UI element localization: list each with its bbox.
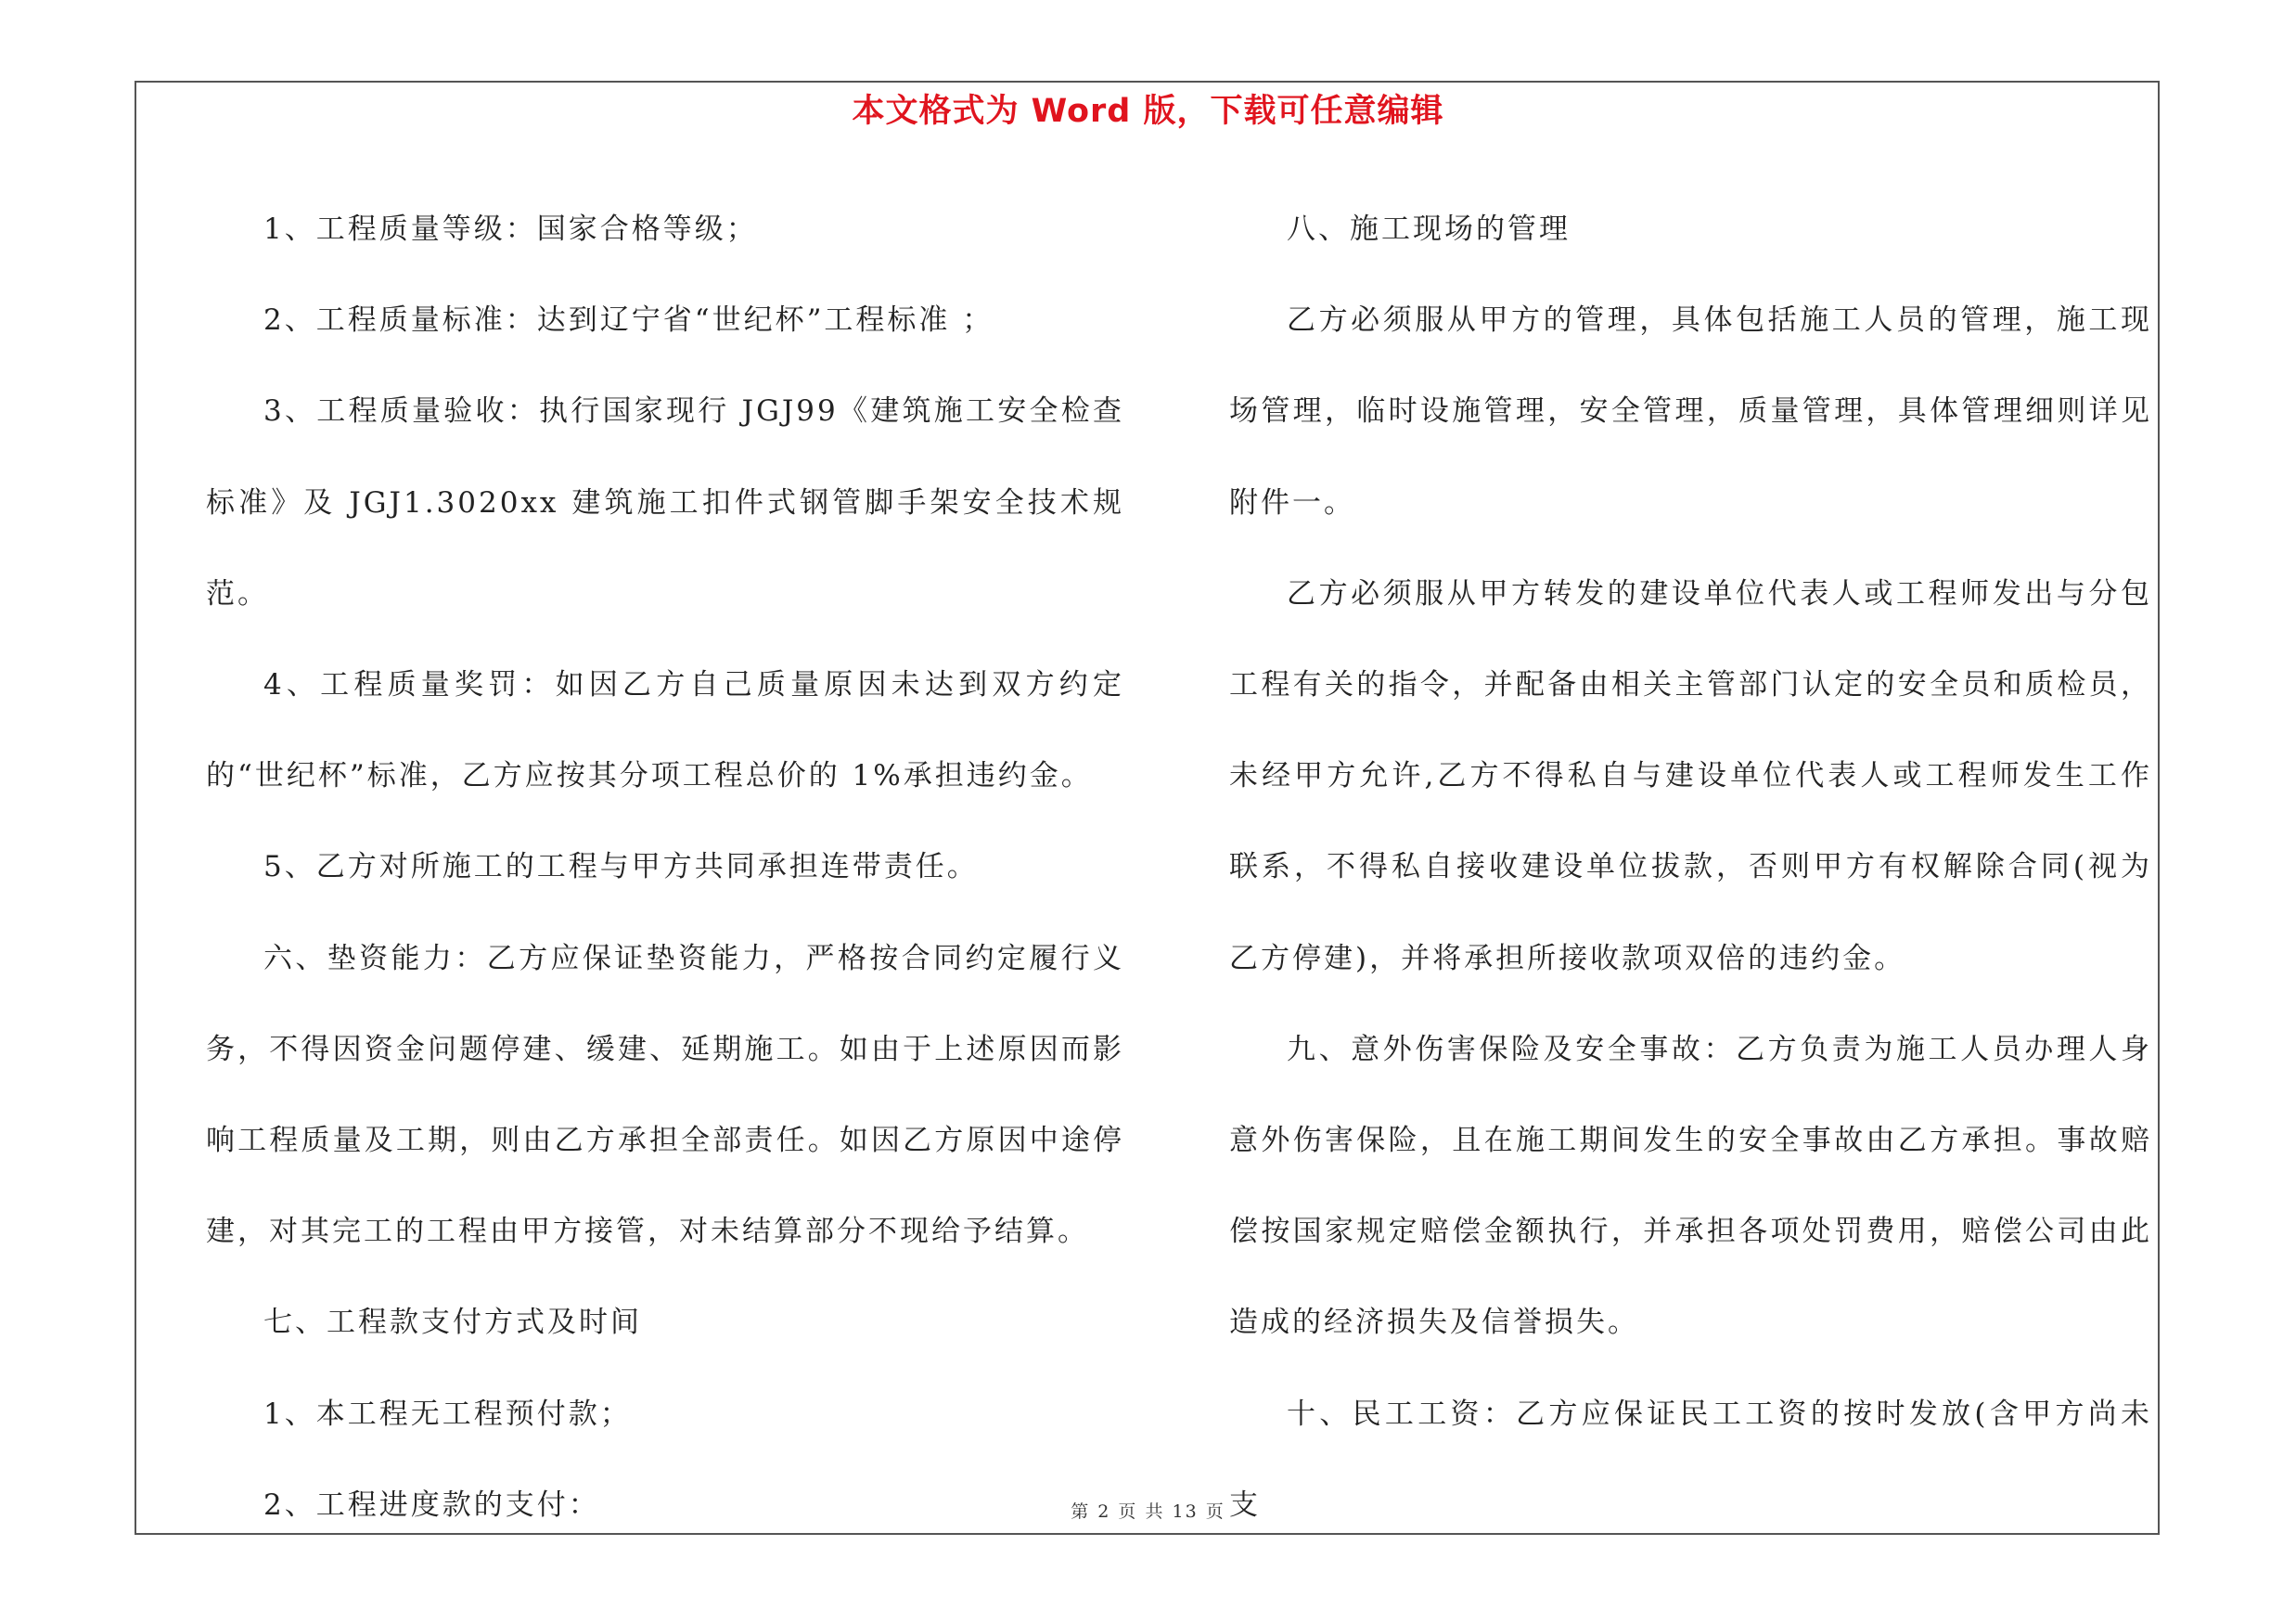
paragraph-progress-payment: 2、工程进度款的支付： — [263, 1488, 600, 1522]
paragraph-payment-heading: 七、工程款支付方式及时间 — [263, 1306, 642, 1340]
paragraph-quality-grade: 1、工程质量等级：国家合格等级； — [263, 213, 758, 246]
paragraph-site-management: 乙方必须服从甲方的管理，具体包括施工人员的管理，施工现场管理，临时设施管理，安全管理，质量管理，具体管理细则详见附件一。 — [1229, 303, 2152, 520]
paragraph-joint-liability: 5、乙方对所施工的工程与甲方共同承担连带责任。 — [263, 850, 979, 884]
paragraph-advance-funding: 六、垫资能力：乙方应保证垫资能力，严格按合同约定履行义务，不得因资金问题停建、缓建、延期施工。如由于上述原因而影响工程质量及工期，则由乙方承担全部责任。如因乙方原因中途停建，对其完工的工程由甲方接管，对未结算部分不现给予结算。 — [206, 941, 1124, 1249]
editable-notice-banner: 本文格式为 Word 版，下载可任意编辑 — [852, 93, 1444, 130]
paragraph-quality-standard: 2、工程质量标准：达到辽宁省“世纪杯”工程标准 ； — [263, 303, 994, 338]
paragraph-instructions: 乙方必须服从甲方转发的建设单位代表人或工程师发出与分包工程有关的指令，并配备由相关主管部门认定的安全员和质检员，未经甲方允许,乙方不得私自与建设单位代表人或工程师发生工作联系，不得私自接收建设单位拔款，否则甲方有权解除合同(视为乙方停建)，并将承担所接收款项双倍的违约金。 — [1229, 576, 2152, 975]
paragraph-site-management-heading: 八、施工现场的管理 — [1287, 213, 1571, 246]
left-text-column — [206, 184, 1124, 1551]
paragraph-worker-wages: 十、民工工资：乙方应保证民工工资的按时发放(含甲方尚未支 — [1229, 1397, 2152, 1522]
paragraph-accident-insurance: 九、意外伤害保险及安全事故：乙方负责为施工人员办理人身意外伤害保险，且在施工期间发生的安全事故由乙方承担。事故赔偿按国家规定赔偿金额执行，并承担各项处罚费用，赔偿公司由此造成的经济损失及信誉损失。 — [1229, 1032, 2152, 1340]
paragraph-quality-acceptance: 3、工程质量验收：执行国家现行 JGJ99《建筑施工安全检查标准》及 JGJ1.3020xx 建筑施工扣件式钢管脚手架安全技术规范。 — [206, 394, 1124, 611]
page-number-footer: 第 2 页 共 13 页 — [1071, 1501, 1225, 1522]
paragraph-quality-penalty: 4、工程质量奖罚：如因乙方自己质量原因未达到双方约定的“世纪杯”标准，乙方应按其分项工程总价的 1%承担违约金。 — [206, 668, 1124, 793]
right-text-column — [1229, 184, 2152, 1551]
paragraph-no-prepayment: 1、本工程无工程预付款； — [263, 1397, 632, 1431]
